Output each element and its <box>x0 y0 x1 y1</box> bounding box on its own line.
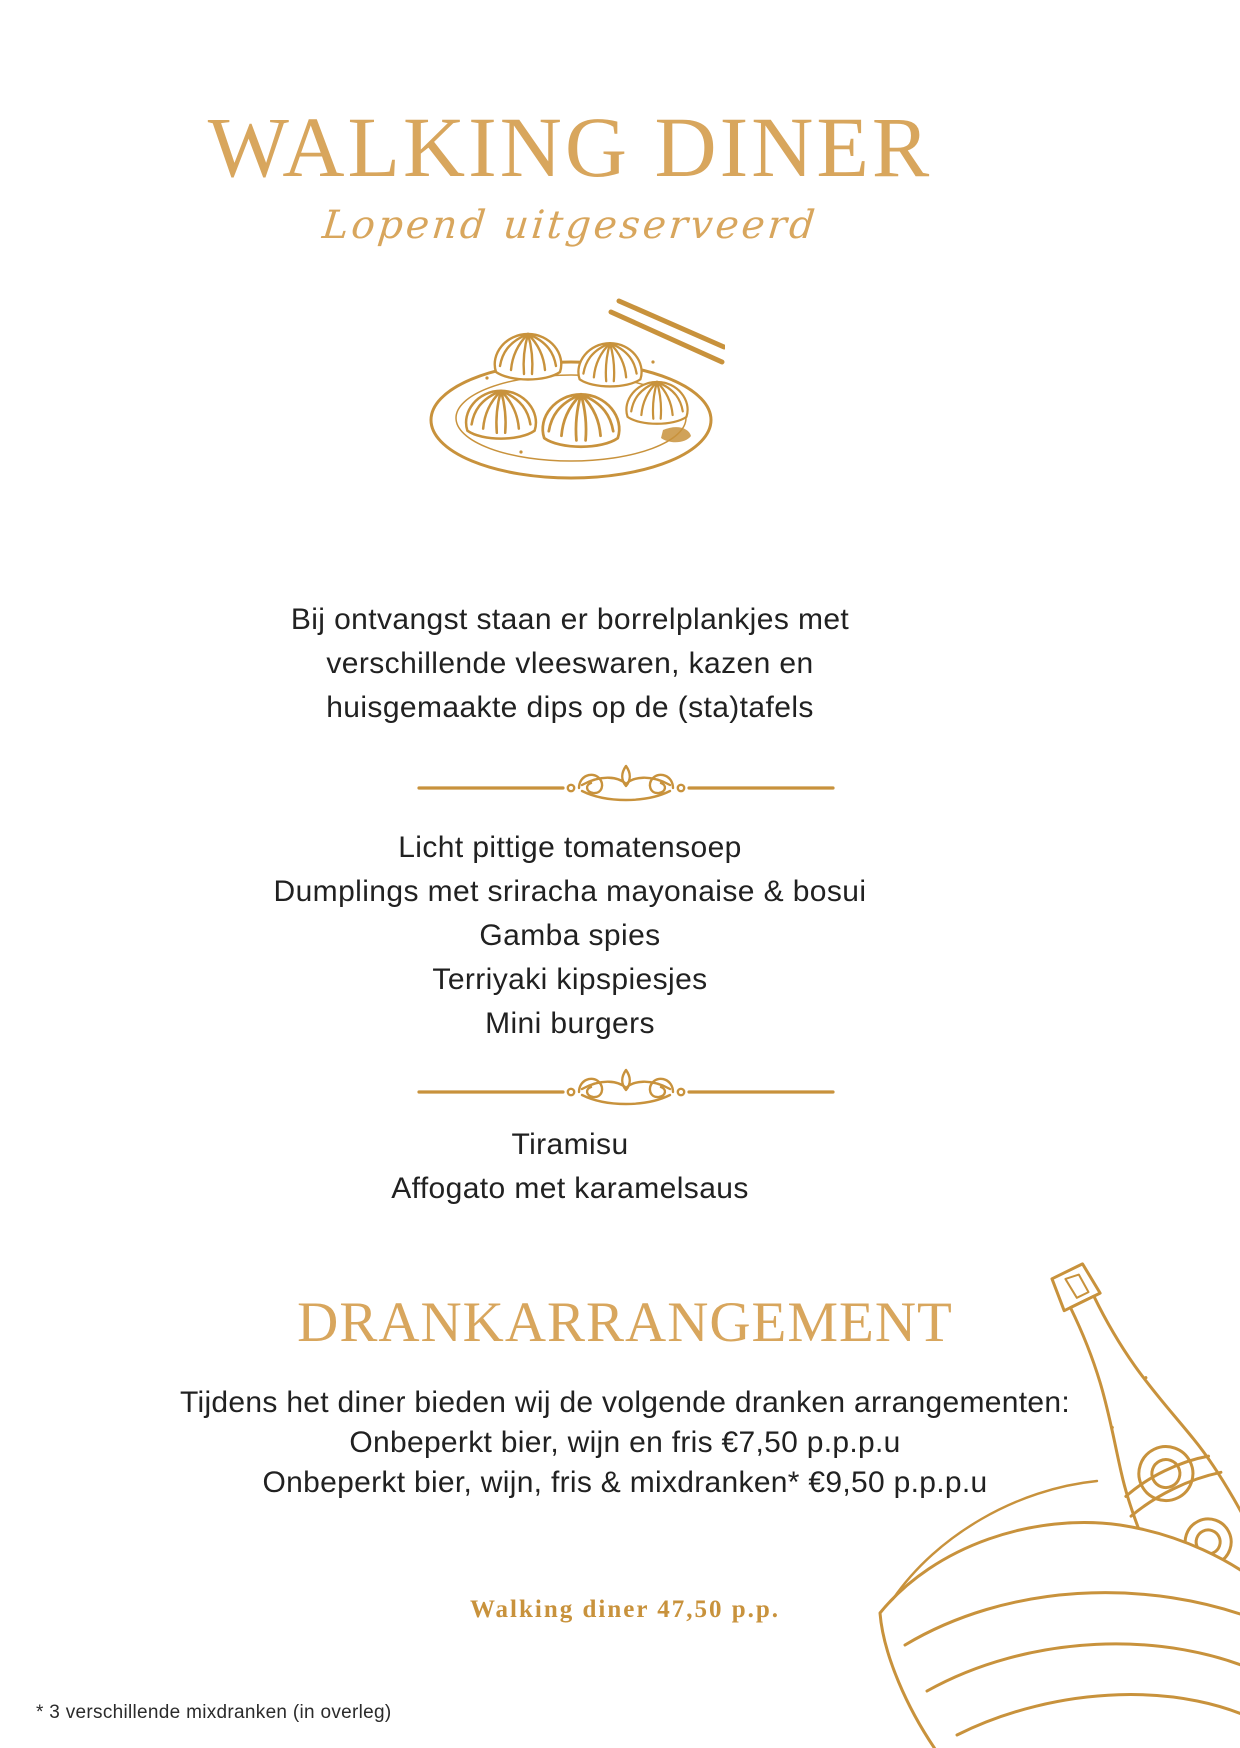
drinks-heading: DRANKARRANGEMENT <box>297 1291 953 1354</box>
menu-item: Licht pittige tomatensoep <box>398 831 742 864</box>
champagne-bucket-icon <box>865 1153 1240 1748</box>
dumpling-plate-icon <box>425 292 725 487</box>
reception-line: huisgemaakte dips op de (sta)tafels <box>326 691 814 724</box>
menu-item: Affogato met karamelsaus <box>391 1172 749 1205</box>
ornamental-divider-icon <box>416 1066 836 1110</box>
drinks-option: Onbeperkt bier, wijn, fris & mixdranken* €9,50 p.p.p.u <box>262 1466 988 1499</box>
drinks-intro: Tijdens het diner bieden wij de volgende dranken arrangementen: <box>179 1386 1071 1419</box>
reception-line: Bij ontvangst staan er borrelplankjes met <box>290 603 850 636</box>
reception-paragraph <box>0 598 1140 730</box>
ornamental-divider-icon <box>416 762 836 806</box>
drinks-option: Onbeperkt bier, wijn en fris €7,50 p.p.p.u <box>349 1426 901 1459</box>
menu-item: Dumplings met sriracha mayonaise & bosui <box>273 875 867 908</box>
courses-list <box>0 826 1140 1046</box>
menu-item: Tiramisu <box>511 1128 629 1161</box>
reception-line: verschillende vleeswaren, kazen en <box>326 647 814 680</box>
menu-item: Mini burgers <box>485 1007 655 1040</box>
total-price: Walking diner 47,50 p.p. <box>469 1596 781 1623</box>
menu-item: Gamba spies <box>479 919 661 952</box>
menu-item: Terriyaki kipspiesjes <box>432 963 708 996</box>
page-title: WALKING DINER <box>207 99 933 195</box>
footnote: * 3 verschillende mixdranken (in overleg) <box>36 1702 392 1723</box>
page-subtitle: Lopend uitgeserveerd <box>320 203 820 248</box>
